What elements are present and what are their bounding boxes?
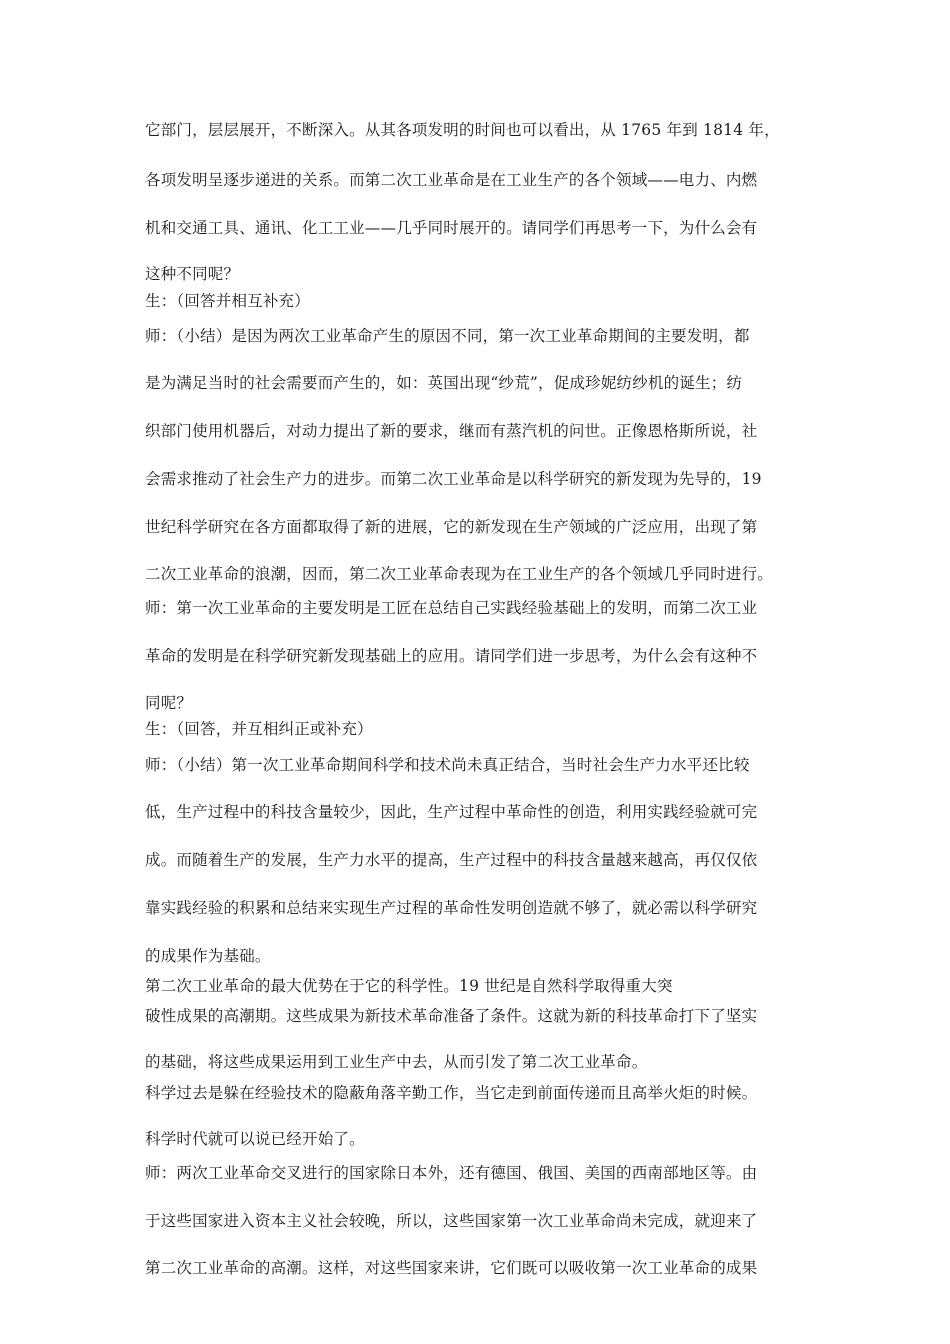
- text-line: 的基础，将这些成果运用到工业生产中去，从而引发了第二次工业革命。: [145, 1053, 648, 1071]
- text-line: 革命的发明是在科学研究新发现基础上的应用。请同学们进一步思考，为什么会有这种不: [145, 647, 758, 665]
- text-line: 各项发明呈逐步递进的关系。而第二次工业革命是在工业生产的各个领域——电力、内燃: [145, 171, 758, 189]
- text-line: 世纪科学研究在各方面都取得了新的进展，它的新发现在生产领域的广泛应用，出现了第: [145, 518, 758, 536]
- text-line: 生：（回答，并互相纠正或补充）: [145, 720, 373, 738]
- text-line: 成。而随着生产的发展，生产力水平的提高，生产过程中的科技含量越来越高，再仅仅依: [145, 851, 758, 869]
- text-line: 同呢？: [145, 694, 193, 712]
- text-line: 师：（小结）第一次工业革命期间科学和技术尚未真正结合，当时社会生产力水平还比较: [145, 756, 750, 774]
- text-line: 生：（回答并相互补充）: [145, 292, 310, 310]
- text-line: 科学时代就可以说已经开始了。: [145, 1130, 365, 1148]
- text-line: 师：两次工业革命交叉进行的国家除日本外，还有德国、俄国、美国的西南部地区等。由: [145, 1164, 758, 1182]
- text-line: 会需求推动了社会生产力的进步。而第二次工业革命是以科学研究的新发现为先导的，19: [145, 470, 762, 488]
- text-line: 师：第一次工业革命的主要发明是工匠在总结自己实践经验基础上的发明，而第二次工业: [145, 599, 758, 617]
- text-line: 第二次工业革命的高潮。这样，对这些国家来讲，它们既可以吸收第一次工业革命的成果: [145, 1259, 758, 1277]
- text-line: 低，生产过程中的科技含量较少，因此，生产过程中革命性的创造，利用实践经验就可完: [145, 803, 758, 821]
- text-line: 的成果作为基础。: [145, 947, 271, 965]
- text-line: 破性成果的高潮期。这些成果为新技术革命准备了条件。这就为新的科技革命打下了坚实: [145, 1007, 758, 1025]
- text-line: 机和交通工具、通讯、化工工业——几乎同时展开的。请同学们再思考一下，为什么会有: [145, 219, 758, 237]
- text-line: 织部门使用机器后，对动力提出了新的要求，继而有蒸汽机的问世。正像恩格斯所说，社: [145, 422, 758, 440]
- text-line: 它部门，层层展开，不断深入。从其各项发明的时间也可以看出，从 1765 年到 1814 年，: [145, 121, 780, 139]
- text-line: 师：（小结）是因为两次工业革命产生的原因不同，第一次工业革命期间的主要发明，都: [145, 327, 750, 345]
- text-line: 第二次工业革命的最大优势在于它的科学性。19 世纪是自然科学取得重大突: [145, 977, 673, 995]
- text-line: 是为满足当时的社会需要而产生的，如：英国出现“纱荒”，促成珍妮纺纱机的诞生；纺: [145, 374, 743, 392]
- text-line: 二次工业革命的浪潮，因而，第二次工业革命表现为在工业生产的各个领域几乎同时进行。: [145, 565, 774, 583]
- text-line: 靠实践经验的积累和总结来实现生产过程的革命性发明创造就不够了，就必需以科学研究: [145, 899, 758, 917]
- text-line: 于这些国家进入资本主义社会较晚，所以，这些国家第一次工业革命尚未完成，就迎来了: [145, 1212, 758, 1230]
- text-line: 科学过去是躲在经验技术的隐蔽角落辛勤工作，当它走到前面传递而且高举火炬的时候。: [145, 1084, 758, 1102]
- text-line: 这种不同呢？: [145, 265, 240, 283]
